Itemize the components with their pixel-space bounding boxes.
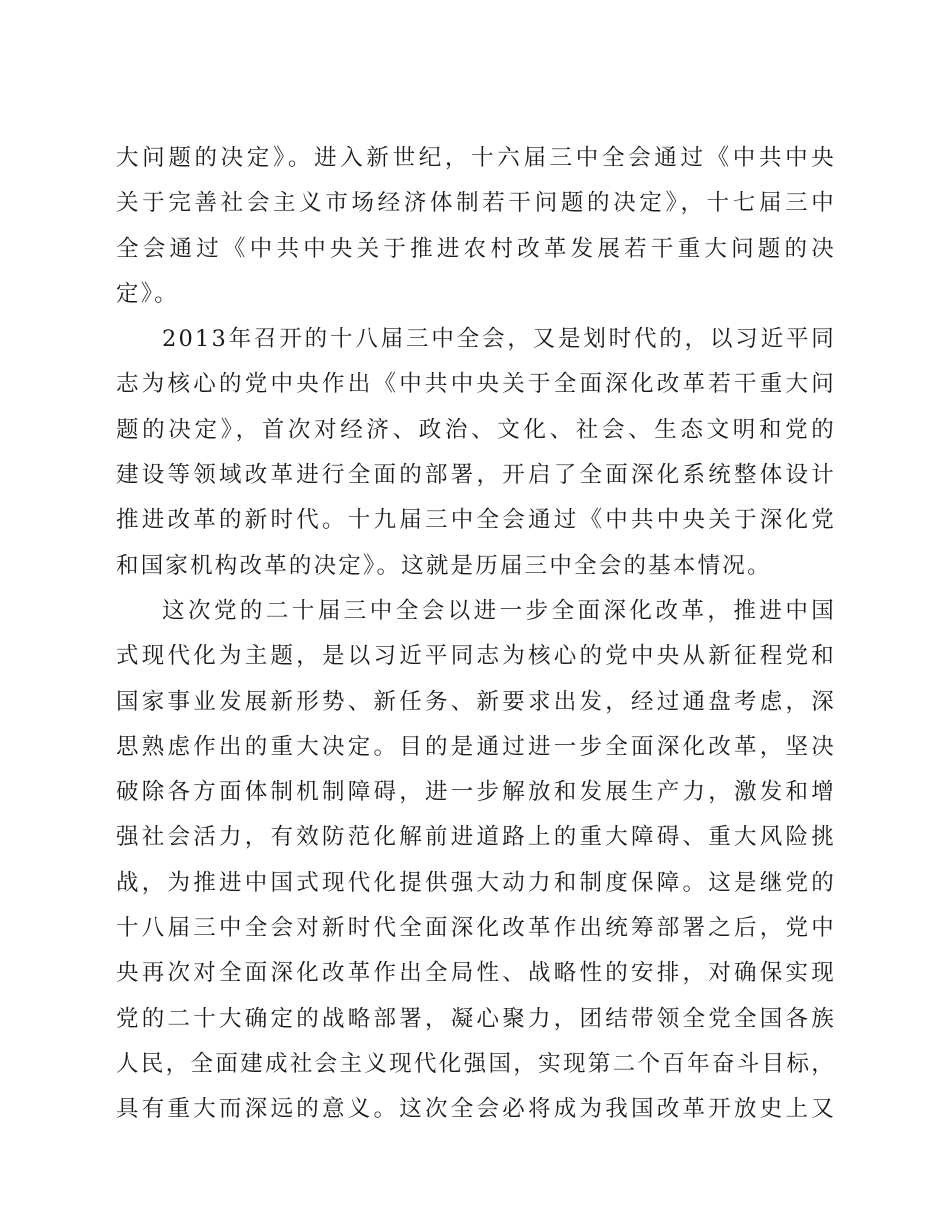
body-text	[116, 136, 836, 1133]
text-line: 定》。	[116, 280, 179, 307]
text-line: 大问题的决定》。进入新世纪，十六届三中全会通过《中共中央	[116, 145, 836, 171]
text-line: 关于完善社会主义市场经济体制若干问题的决定》，十七届三中	[116, 190, 836, 217]
text-line: 十八届三中全会对新时代全面深化改革作出统筹部署之后，党中	[116, 915, 836, 942]
text-line: 和国家机构改革的决定》。这就是历届三中全会的基本情况。	[116, 552, 772, 579]
text-line: 国家事业发展新形势、新任务、新要求出发，经过通盘考虑，深	[116, 688, 836, 715]
text-line: 破除各方面体制机制障碍，进一步解放和发展生产力，激发和增	[116, 779, 836, 806]
text-line: 战，为推进中国式现代化提供强大动力和制度保障。这是继党的	[116, 869, 836, 896]
text-line: 式现代化为主题，是以习近平同志为核心的党中央从新征程党和	[116, 643, 836, 670]
text-line: 推进改革的新时代。十九届三中全会通过《中共中央关于深化党	[116, 507, 836, 534]
text-line: 人民，全面建成社会主义现代化强国，实现第二个百年奋斗目标，	[116, 1050, 836, 1077]
text-line: 志为核心的党中央作出《中共中央关于全面深化改革若干重大问	[116, 371, 836, 398]
paragraph-first-line: 这次党的二十届三中全会以进一步全面深化改革，推进中国	[162, 597, 836, 624]
paragraph-first-line: 2013年召开的十八届三中全会，又是划时代的，以习近平同	[162, 326, 836, 353]
text-line: 题的决定》，首次对经济、政治、文化、社会、生态文明和党的	[116, 416, 836, 443]
text-line: 央再次对全面深化改革作出全局性、战略性的安排，对确保实现	[116, 960, 836, 987]
text-line: 建设等领域改革进行全面的部署，开启了全面深化系统整体设计	[116, 462, 836, 489]
text-line: 强社会活力，有效防范化解前进道路上的重大障碍、重大风险挑	[116, 824, 836, 851]
text-line: 具有重大而深远的意义。这次全会必将成为我国改革开放史上又	[116, 1096, 836, 1123]
text-line: 思熟虑作出的重大决定。目的是通过进一步全面深化改革，坚决	[116, 733, 836, 760]
text-line: 党的二十大确定的战略部署，凝心聚力，团结带领全党全国各族	[116, 1005, 836, 1032]
text-line: 全会通过《中共中央关于推进农村改革发展若干重大问题的决	[116, 235, 836, 262]
